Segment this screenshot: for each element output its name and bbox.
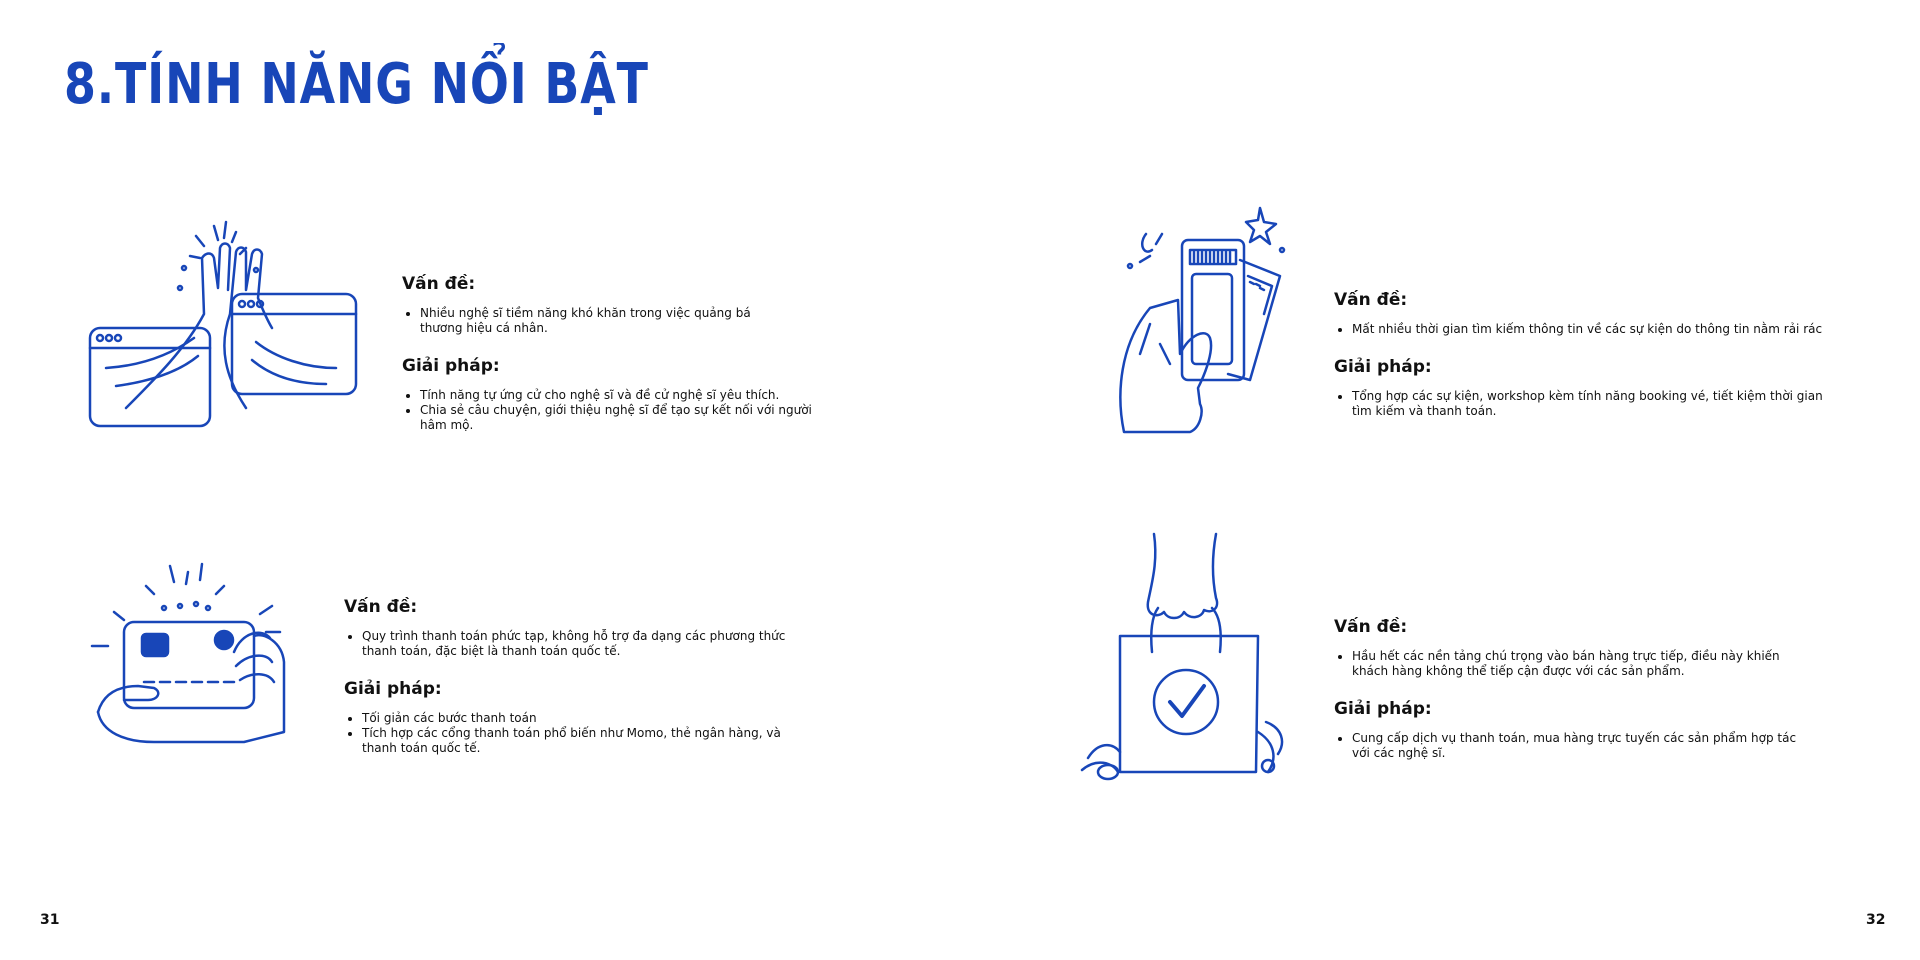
list-item: • Mất nhiều thời gian tìm kiếm thông tin về các sự kiện do thông tin nằm rải rác <box>1352 322 1834 337</box>
problem-list <box>1334 322 1834 337</box>
credit-card-icon <box>84 562 296 748</box>
page-title: 8.TÍNH NĂNG NỔI BẬT <box>64 52 649 117</box>
problem-heading: Vấn đề: <box>1334 617 1408 637</box>
problem-heading: Vấn đề: <box>344 597 418 617</box>
list-item: • Tích hợp các cổng thanh toán phổ biến như Momo, thẻ ngân hàng, và thanh toán quốc tế. <box>362 726 802 756</box>
shopping-bag-icon <box>1078 532 1292 784</box>
problem-list <box>344 629 824 659</box>
feature-block-1 <box>402 274 842 453</box>
problem-heading: Vấn đề: <box>402 274 476 294</box>
list-item: • Cung cấp dịch vụ thanh toán, mua hàng trực tuyến các sản phẩm hợp tác với các nghệ sĩ. <box>1352 731 1812 761</box>
ticket-hand-icon <box>1110 204 1300 436</box>
problem-list <box>1334 649 1834 679</box>
feature-block-4 <box>1334 617 1834 781</box>
list-item: • Tính năng tự ứng cử cho nghệ sĩ và đề cử nghệ sĩ yêu thích. <box>420 388 842 403</box>
solution-heading: Giải pháp: <box>402 356 500 376</box>
feature-block-3 <box>344 597 824 776</box>
list-item: • Tối giản các bước thanh toán <box>362 711 824 726</box>
list-item: • Hầu hết các nền tảng chú trọng vào bán hàng trực tiếp, điều này khiến khách hàng không thể tiếp cận được với các sản phẩm. <box>1352 649 1812 679</box>
solution-heading: Giải pháp: <box>344 679 442 699</box>
feature-block-2 <box>1334 290 1834 439</box>
list-item: • Tổng hợp các sự kiện, workshop kèm tính năng booking vé, tiết kiệm thời gian tìm kiếm và thanh toán. <box>1352 389 1834 419</box>
problem-heading: Vấn đề: <box>1334 290 1408 310</box>
solution-list <box>344 711 824 756</box>
list-item: • Quy trình thanh toán phức tạp, không hỗ trợ đa dạng các phương thức thanh toán, đặc biệt là thanh toán quốc tế. <box>362 629 802 659</box>
list-item: • Nhiều nghệ sĩ tiềm năng khó khăn trong việc quảng bá thương hiệu cá nhân. <box>420 306 780 336</box>
page-number-right: 32 <box>1866 912 1886 928</box>
solution-list <box>1334 731 1834 761</box>
high-five-icon <box>86 218 360 430</box>
solution-list <box>402 388 842 433</box>
problem-list <box>402 306 842 336</box>
page-number-left: 31 <box>40 912 60 928</box>
solution-list <box>1334 389 1834 419</box>
solution-heading: Giải pháp: <box>1334 357 1432 377</box>
list-item: • Chia sẻ câu chuyện, giới thiệu nghệ sĩ để tạo sự kết nối với người hâm mộ. <box>420 403 842 433</box>
solution-heading: Giải pháp: <box>1334 699 1432 719</box>
